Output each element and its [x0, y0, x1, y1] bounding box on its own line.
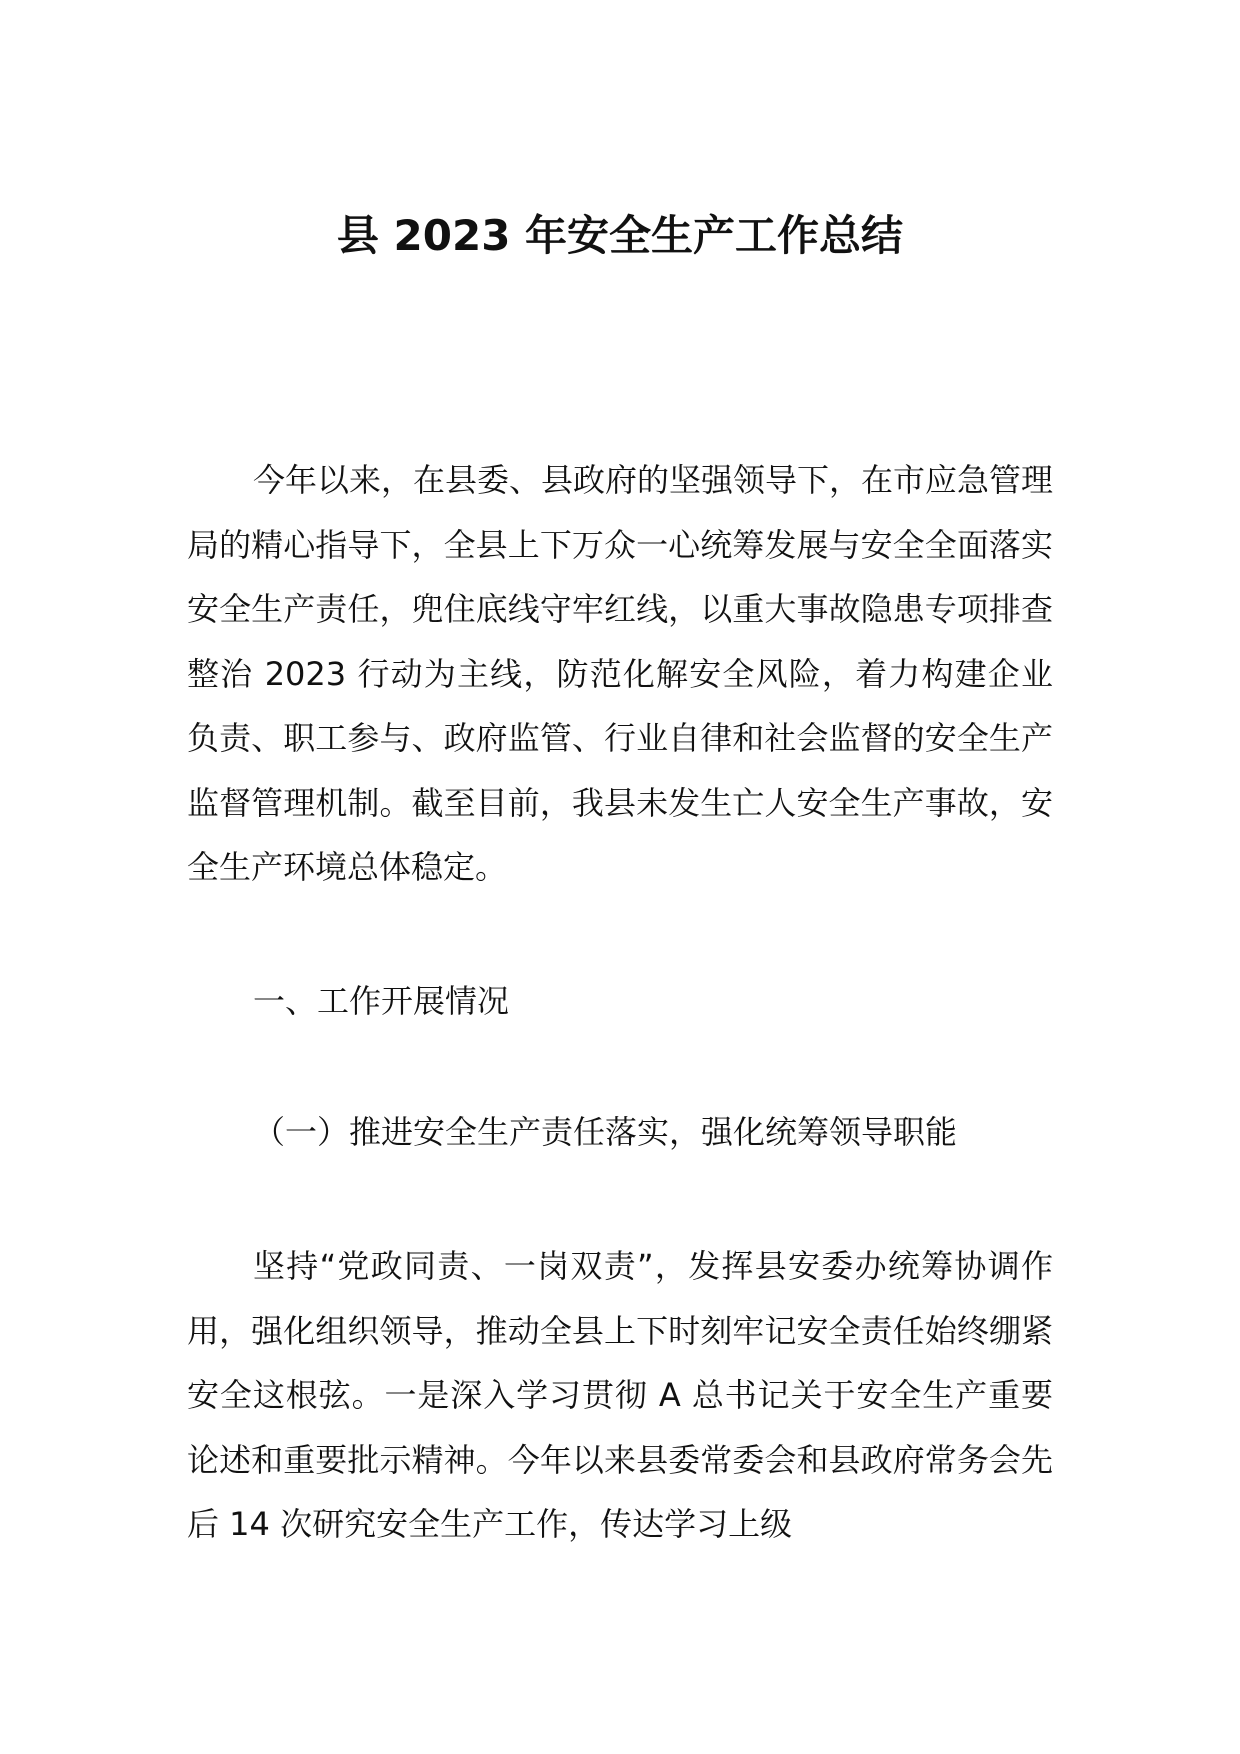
subsection-heading: （一）推进安全生产责任落实，强化统筹领导职能 [253, 1113, 958, 1151]
body-paragraph: 坚持“党政同责、一岗双责”，发挥县安委办统筹协调作用，强化组织领导，推动全县上下时刻牢记安全责任始终绷紧安全这根弦。一是深入学习贯彻 A 总书记关于安全生产重要论述和重要批示精神。今年以来县委常委会和县政府常务会先后 14 次研究安全生产工作，传达学习上级 [187, 1247, 1053, 1543]
section-heading: 一、工作开展情况 [253, 982, 510, 1020]
document-title: 县 2023 年安全生产工作总结 [336, 211, 904, 260]
intro-paragraph: 今年以来，在县委、县政府的坚强领导下，在市应急管理局的精心指导下，全县上下万众一心统筹发展与安全全面落实安全生产责任，兜住底线守牢红线，以重大事故隐患专项排查整治 2023 行动为主线，防范化解安全风险，着力构建企业负责、职工参与、政府监管、行业自律和社会监督的安全生产监督管理机制。截至目前，我县未发生亡人安全生产事故，安全生产环境总体稳定。 [187, 461, 1054, 886]
